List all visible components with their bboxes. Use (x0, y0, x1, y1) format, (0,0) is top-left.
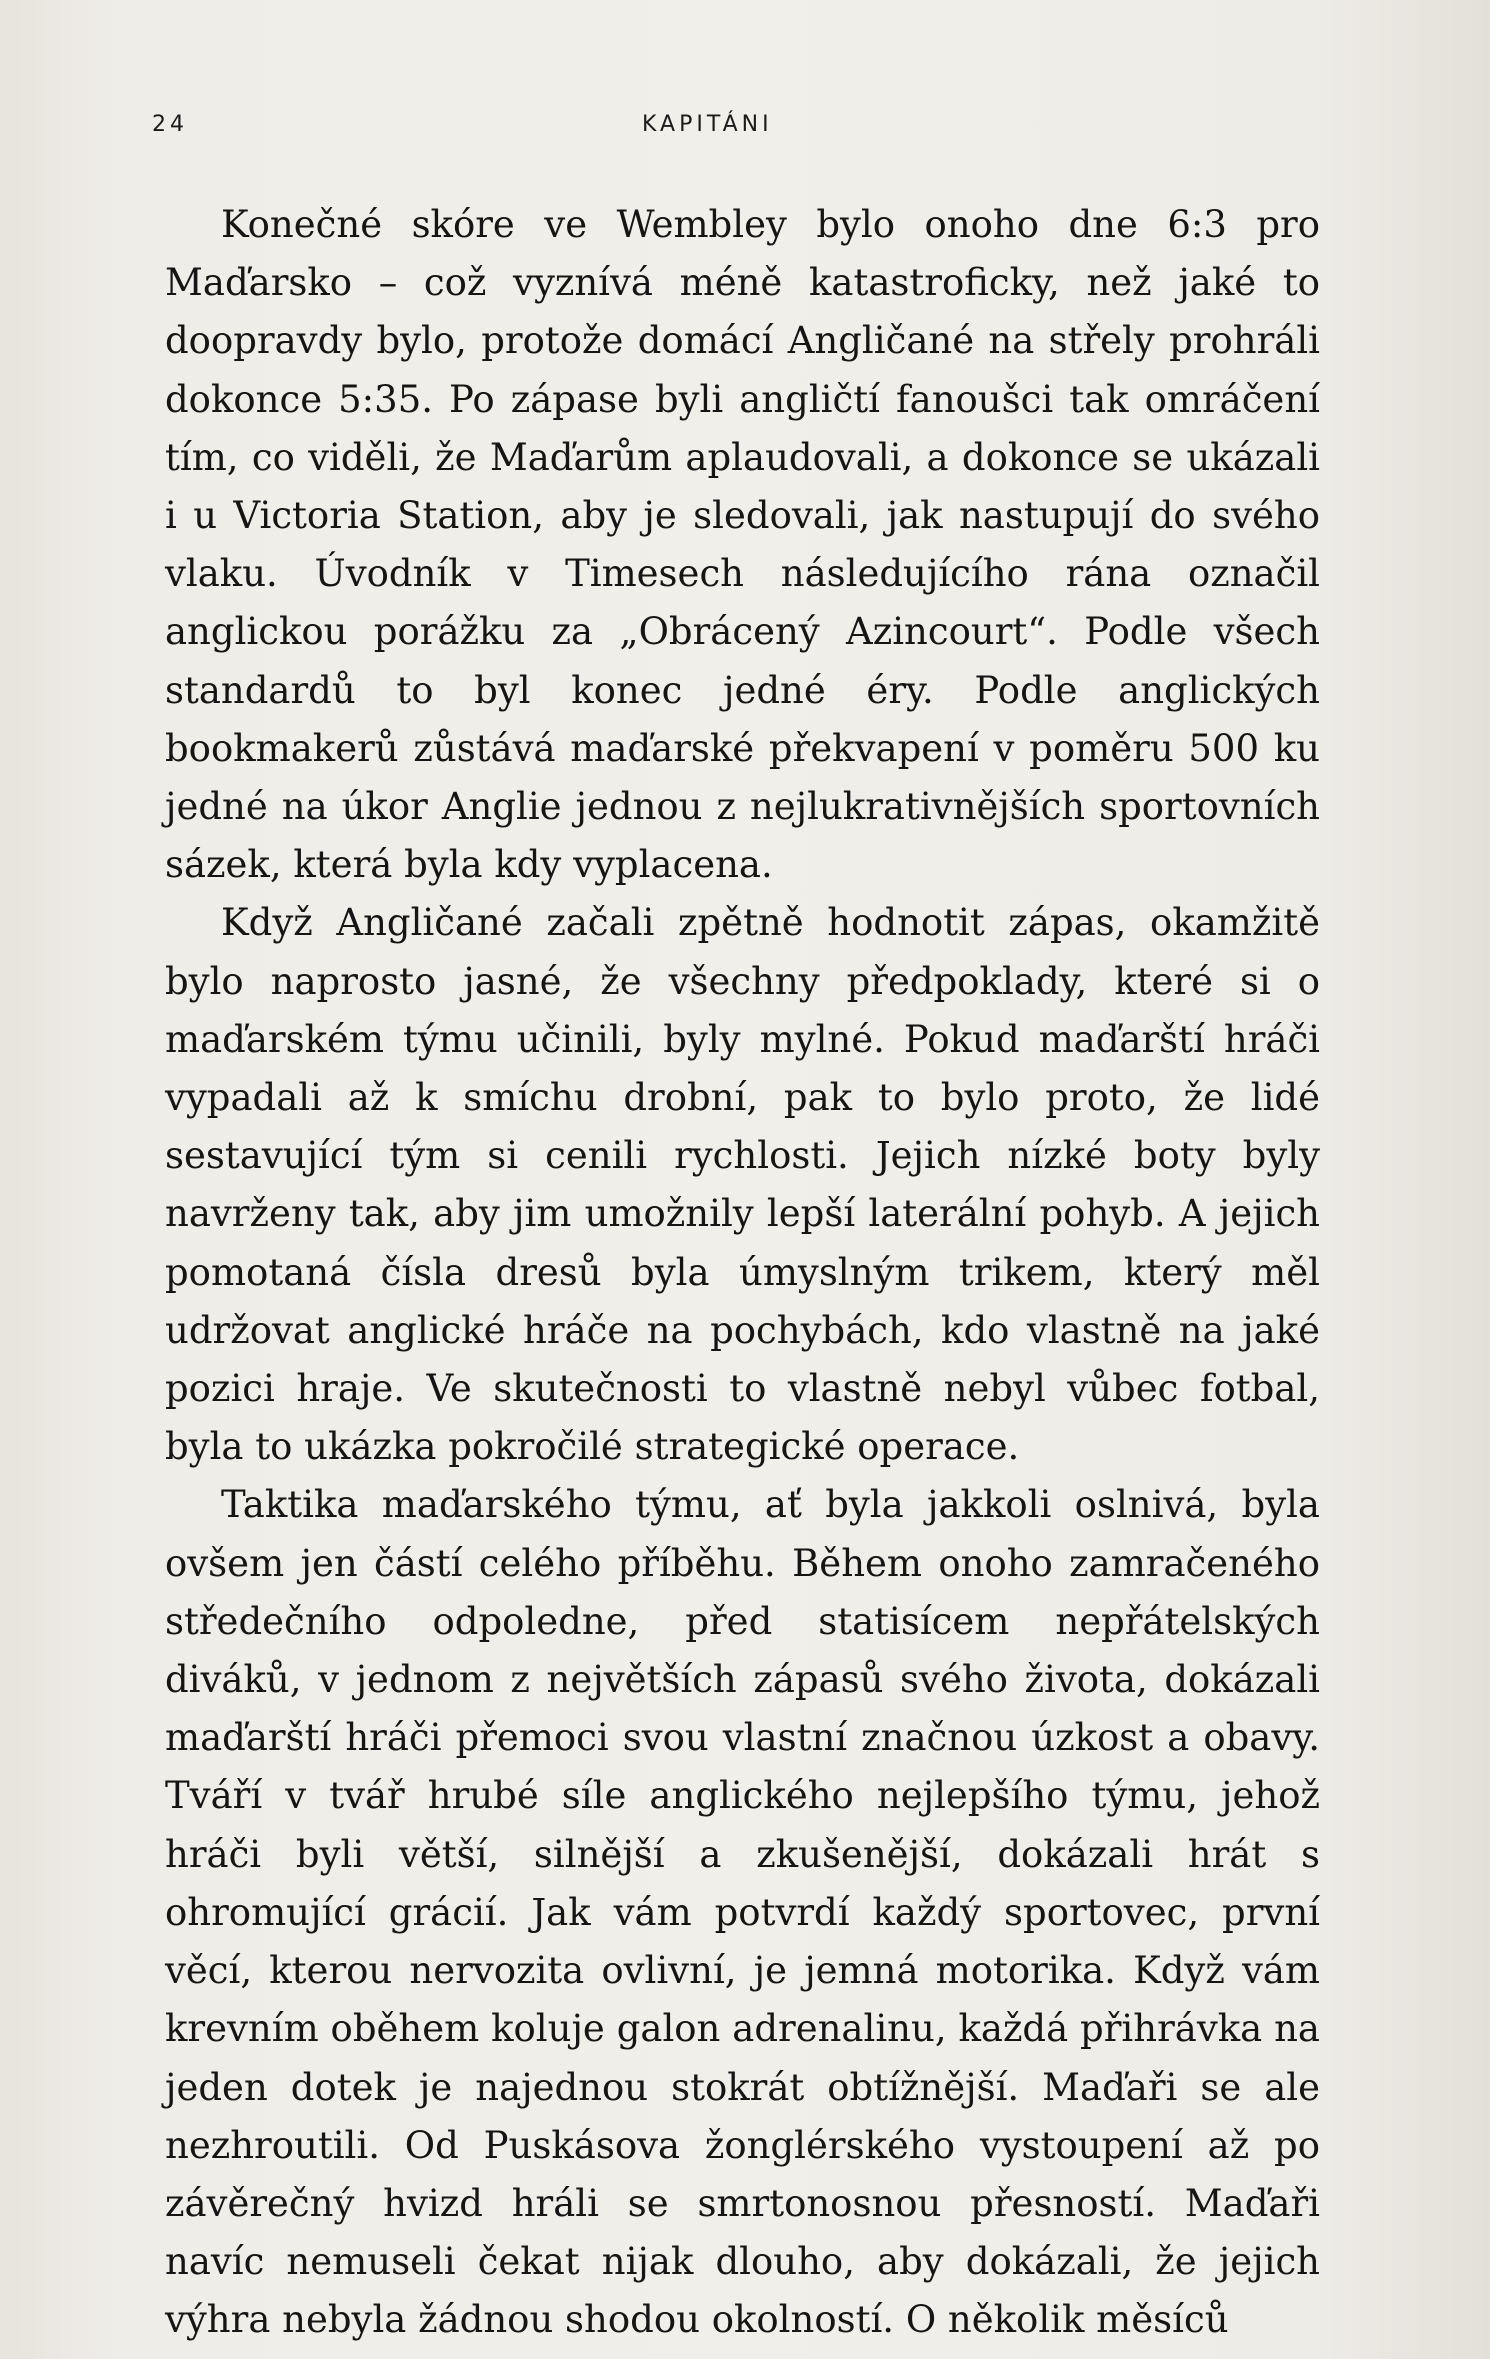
paragraph-1: Konečné skóre ve Wembley bylo onoho dne 6:3 pro Maďarsko – což vyznívá méně katastroficky, než jaké to doopravdy bylo, protože domácí Angličané na střely prohráli dokonce 5:35. Po zápase byli angličtí fanoušci tak omráčení tím, co viděli, že Maďarům aplaudovali, a dokonce se ukázali i u Victoria Station, aby je sledovali, jak nastupují do svého vlaku. Úvodník v Timesech následujícího rána označil anglickou porážku za „Obrácený Azincourt“. Podle všech standardů to byl konec jedné éry. Podle anglických bookmakerů zůstává maďarské překvapení v poměru 500 ku jedné na úkor Anglie jednou z nejlukrativnějších sportovních sázek, která byla kdy vyplacena. (165, 203, 1320, 887)
paragraph-3: Taktika maďarského týmu, ať byla jakkoli oslnivá, byla ovšem jen částí celého příběhu. Během onoho zamračeného středečního odpoledne, před statisícem nepřátelských diváků, v jednom z největších zápasů svého života, dokázali maďarští hráči přemoci svou vlastní značnou úzkost a obavy. Tváří v tvář hrubé síle anglického nejlepšího týmu, jehož hráči byli větší, silnější a zkušenější, dokázali hrát s ohromující grácií. Jak vám potvrdí každý sportovec, první věcí, kterou nervozita ovlivní, je jemná motorika. Když vám krevním oběhem koluje galon adrenalinu, každá přihrávka na jeden dotek je najednou stokrát obtížnější. Maďaři se ale nezhroutili. Od Puskásova žonglérského vystoupení až po závěrečný hvizd hráli se smrtonosnou přesností. Maďaři navíc nemuseli čekat nijak dlouho, aby dokázali, že jejich výhra nebyla žádnou shodou okolností. O několik měsíců (165, 1483, 1320, 2342)
paragraph-2: Když Angličané začali zpětně hodnotit zápas, okamžitě bylo naprosto jasné, že všechny předpoklady, které si o maďarském týmu učinili, byly mylné. Pokud maďarští hráči vypadali až k smíchu drobní, pak to bylo proto, že lidé sestavující tým si cenili rychlosti. Jejich nízké boty byly navrženy tak, aby jim umožnily lepší laterální pohyb. A jejich pomotaná čísla dresů byla úmyslným trikem, který měl udržovat anglické hráče na pochybách, kdo vlastně na jaké pozici hraje. Ve skutečnosti to vlastně nebyl vůbec fotbal, byla to ukázka pokročilé strategické operace. (165, 901, 1320, 1469)
body-text (165, 196, 1320, 2350)
page-number: 24 (152, 112, 188, 137)
page-header (152, 112, 1332, 152)
running-head: KAPITÁNI (642, 112, 773, 137)
